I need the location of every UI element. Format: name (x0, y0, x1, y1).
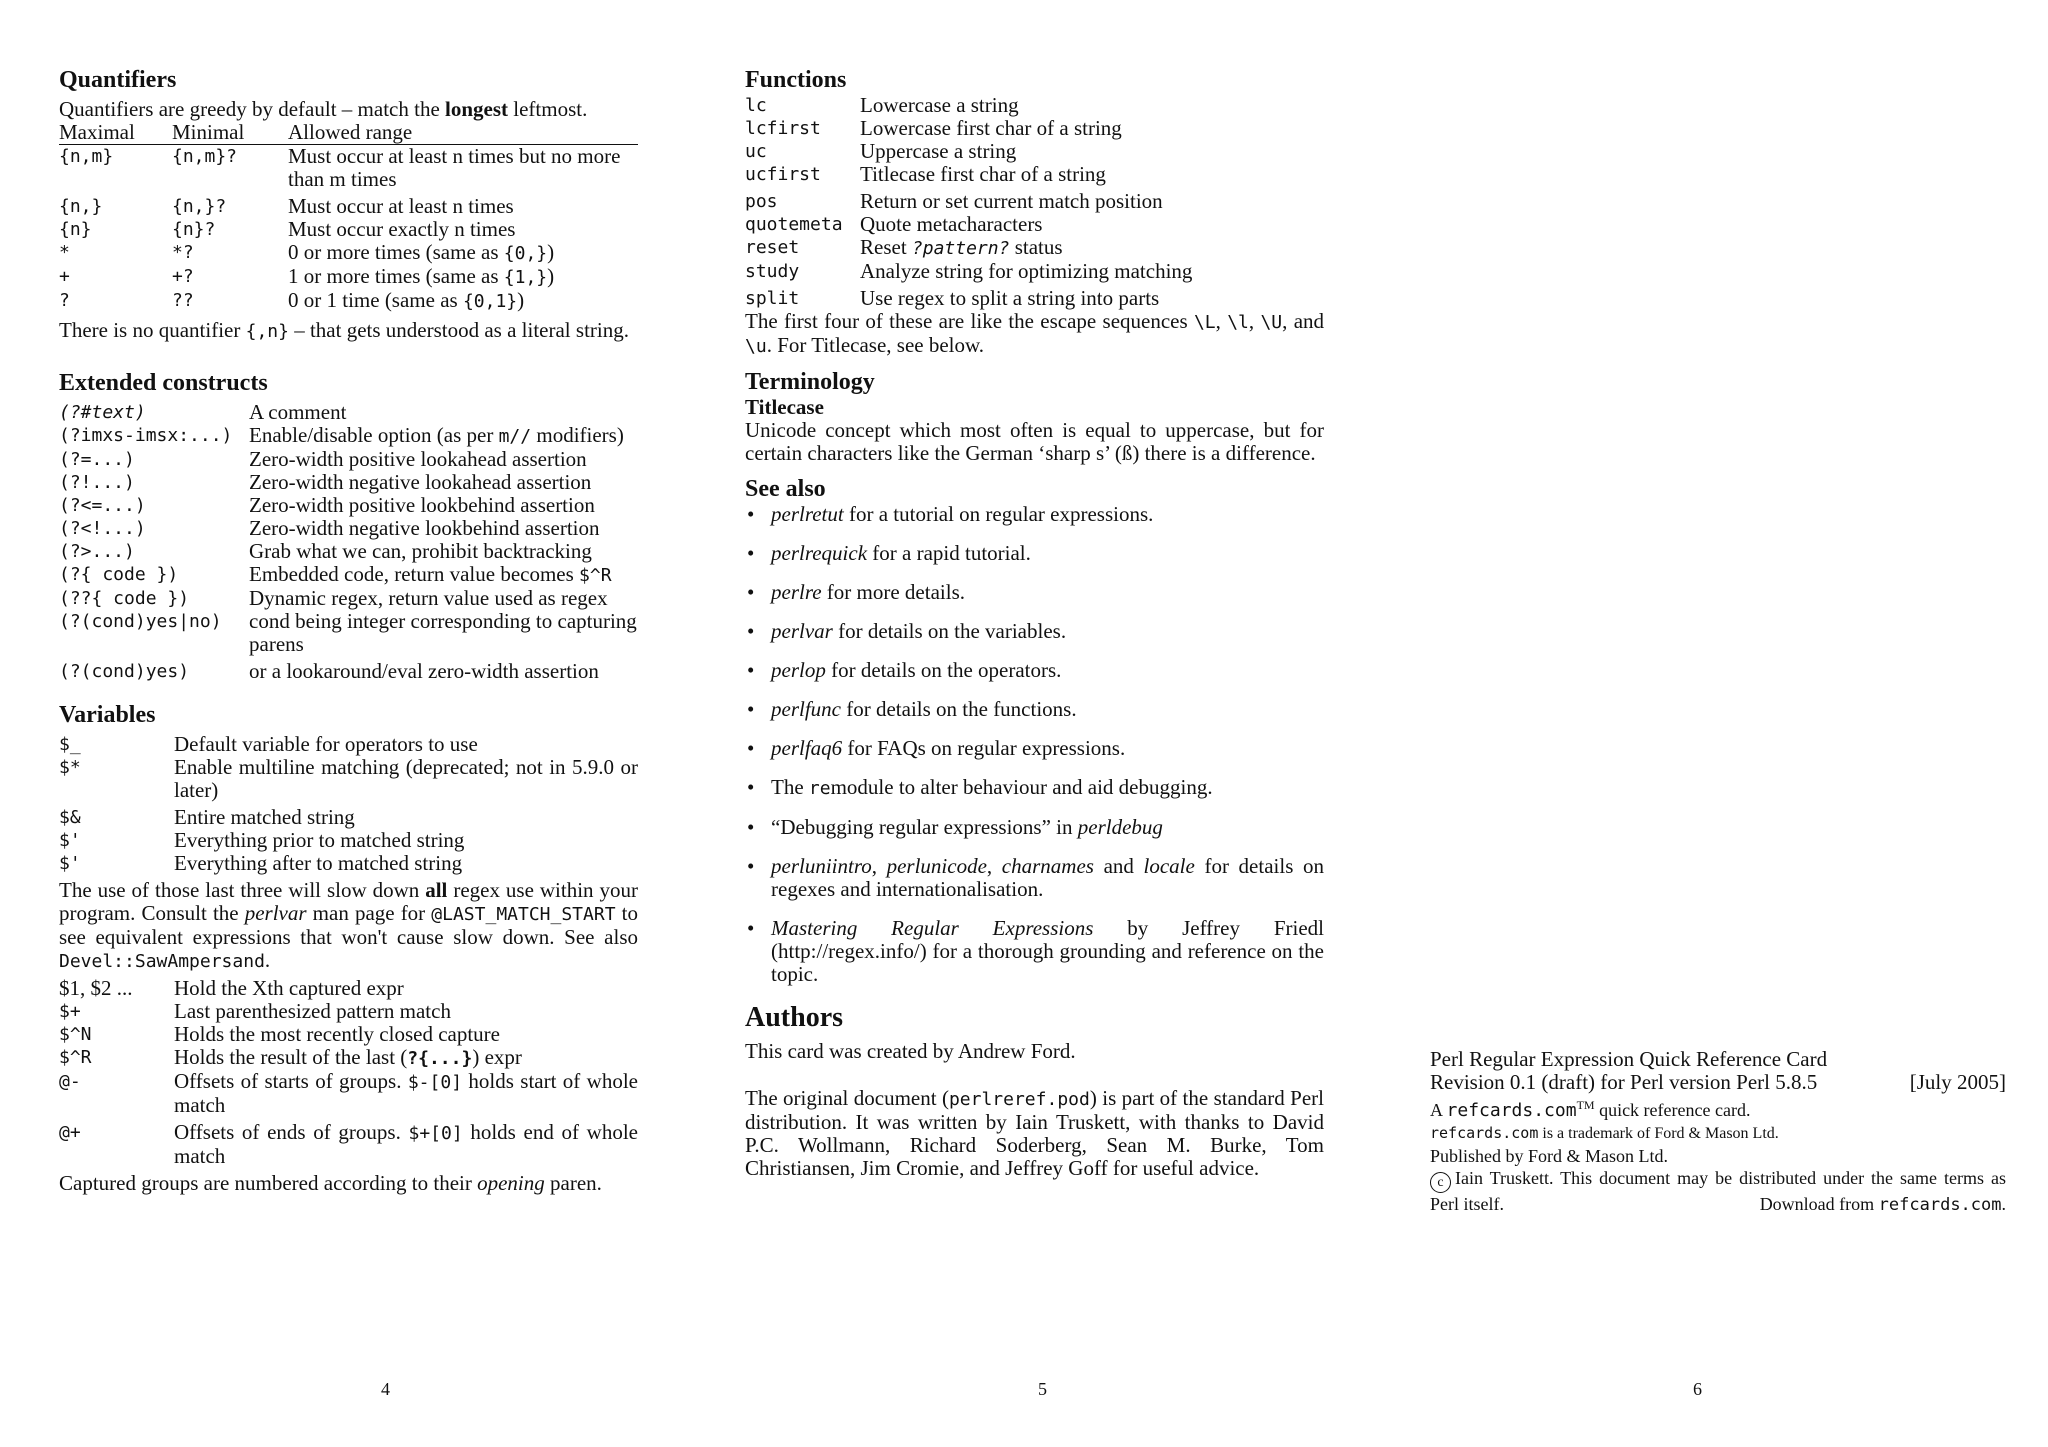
extended-constructs-table (59, 401, 638, 683)
column-page-4 (59, 66, 638, 1195)
column-page-5 (745, 66, 1324, 1180)
table-row: (?{ code }) Embedded code, return value becomes $^R (59, 562, 612, 586)
copyright-icon: c (1430, 1172, 1451, 1193)
section-title: Variables (59, 702, 156, 728)
page-number: 4 (381, 1379, 390, 1399)
table-row: {n,} {n,}? Must occur at least n times (59, 194, 514, 218)
table-row: $1, $2 ... Hold the Xth captured expr (59, 976, 404, 1000)
authors-section (745, 1002, 1324, 1180)
table-row: quotemeta Quote metacharacters (745, 212, 1043, 236)
table-row: + +? 1 or more times (same as {1,}) (59, 264, 555, 288)
table-row: (?#text) A comment (59, 400, 347, 424)
trademark-line: refcards.com is a trademark of Ford & Mason Ltd. (1430, 1124, 1779, 1142)
section-title: Quantifiers (59, 67, 177, 93)
table-row: (?(cond)yes|no) cond being integer corresponding to capturing parens (59, 609, 637, 656)
header-maximal: Maximal (59, 121, 172, 145)
table-row: study Analyze string for optimizing matching (745, 259, 1193, 283)
titlecase-definition: Unicode concept which most often is equal to uppercase, but for certain characters like the German ‘sharp s’ (ß) there is a difference. (745, 418, 1324, 465)
table-row: $+ Last parenthesized pattern match (59, 999, 451, 1023)
list-item: • perluniintro, perlunicode, charnames and locale for details on regexes and internationalisation. (745, 855, 1324, 901)
table-row: $* Enable multiline matching (deprecated; not in 5.9.0 or later) (59, 755, 638, 802)
section-title: See also (745, 476, 826, 502)
card-title: Perl Regular Expression Quick Reference Card (1430, 1047, 1828, 1071)
variables-closing: Captured groups are numbered according to their opening paren. (59, 1171, 602, 1195)
list-item: • perlre for more details. (745, 581, 1324, 604)
table-row: (?>...) Grab what we can, prohibit backtracking (59, 539, 592, 563)
table-row: (?(cond)yes) or a lookaround/eval zero-width assertion (59, 659, 599, 683)
table-row: (?=...) Zero-width positive lookahead assertion (59, 447, 587, 471)
table-header-row (59, 121, 638, 145)
authors-paragraph: The original document (perlreref.pod) is part of the standard Perl distribution. It was written by Iain Truskett, with thanks to David P.C. Wollmann, Richard Soderberg, Sean M. Burke, Tom Christiansen, Jim Cromie, and Jeffrey Goff for useful advice. (745, 1086, 1324, 1180)
functions-section (745, 66, 1324, 358)
table-row: @+ Offsets of ends of groups. $+[0] holds end of whole match (59, 1120, 638, 1168)
list-item: • perlfaq6 for FAQs on regular expressions. (745, 737, 1324, 760)
subsection-title: Titlecase (745, 395, 824, 419)
quantifiers-note: There is no quantifier {,n} – that gets understood as a literal string. (59, 318, 629, 342)
table-row: $' Everything after to matched string (59, 851, 463, 875)
table-row: (?<!...) Zero-width negative lookbehind assertion (59, 516, 600, 540)
list-item: • perlrequick for a rapid tutorial. (745, 542, 1324, 565)
published-line: Published by Ford & Mason Ltd. (1430, 1146, 1669, 1166)
section-title: Authors (745, 1002, 844, 1033)
header-allowed-range: Allowed range (288, 121, 638, 145)
extended-constructs-section (59, 369, 638, 683)
table-row: $_ Default variable for operators to use (59, 732, 478, 756)
colophon (1430, 1048, 2006, 1216)
refcards-line: A refcards.com™ quick reference card. (1430, 1098, 1751, 1121)
page-number: 5 (1038, 1379, 1047, 1399)
variables-section (59, 701, 638, 1195)
page-number: 6 (1693, 1379, 1702, 1399)
variables-table-2 (59, 977, 638, 1168)
see-also-list (745, 503, 1324, 986)
table-row: (?!...) Zero-width negative lookahead assertion (59, 470, 592, 494)
revision-line: Revision 0.1 (draft) for Perl version Perl 5.8.5 [July 2005] (1430, 1070, 2006, 1094)
table-row: {n,m} {n,m}? Must occur at least n times but no more than m times (59, 144, 621, 191)
functions-table-3 (745, 287, 1324, 310)
variables-table-1 (59, 733, 638, 875)
table-row: ucfirst Titlecase first char of a string (745, 162, 1106, 186)
table-row: $^N Holds the most recently closed capture (59, 1022, 500, 1046)
table-row: $^R Holds the result of the last (?{...}) expr (59, 1045, 522, 1069)
table-row: lcfirst Lowercase first char of a string (745, 116, 1122, 140)
authors-line: This card was created by Andrew Ford. (745, 1039, 1076, 1063)
table-row: split Use regex to split a string into parts (745, 286, 1160, 310)
list-item: • perlvar for details on the variables. (745, 620, 1324, 643)
table-row: uc Uppercase a string (745, 139, 1017, 163)
list-item: • perlop for details on the operators. (745, 659, 1324, 682)
see-also-section (745, 475, 1324, 986)
variables-paragraph: The use of those last three will slow down all regex use within your program. Consult the perlvar man page for @LAST_MATCH_START to see equivalent expressions that won't cause slow down. See also Devel::SawAmpersand. (59, 878, 638, 972)
quantifiers-table (59, 121, 638, 313)
quantifiers-section (59, 66, 638, 343)
section-title: Functions (745, 67, 847, 93)
copyright-line: c Iain Truskett. This document may be distributed under the same terms as Perl itself. (1430, 1168, 2006, 1214)
download-line: Download from refcards.com. (1759, 1194, 2006, 1215)
table-row: reset Reset ?pattern? status (745, 235, 1063, 259)
table-row: {n} {n}? Must occur exactly n times (59, 217, 516, 241)
table-row: * *? 0 or more times (same as {0,}) (59, 240, 555, 264)
table-row: ? ?? 0 or 1 time (same as {0,1}) (59, 288, 525, 312)
table-row: (??{ code }) Dynamic regex, return value used as regex (59, 586, 608, 610)
terminology-section (745, 368, 1324, 465)
table-row: lc Lowercase a string (745, 93, 1019, 117)
section-title: Terminology (745, 369, 875, 395)
table-row: $' Everything prior to matched string (59, 828, 465, 852)
table-row: @- Offsets of starts of groups. $-[0] holds start of whole match (59, 1069, 638, 1117)
table-row: (?<=...) Zero-width positive lookbehind assertion (59, 493, 595, 517)
list-item: • Mastering Regular Expressions by Jeffrey Friedl (http://regex.info/) for a thorough grounding and reference on the topic. (745, 917, 1324, 986)
quantifiers-intro: Quantifiers are greedy by default – match the longest leftmost. (59, 97, 588, 121)
table-row: $& Entire matched string (59, 805, 355, 829)
table-row: pos Return or set current match position (745, 189, 1163, 213)
list-item: • The remodule to alter behaviour and aid debugging. (745, 776, 1324, 800)
functions-table-1 (745, 94, 1324, 186)
header-minimal: Minimal (172, 121, 288, 145)
functions-note: The first four of these are like the escape sequences \L, \l, \U, and \u. For Titlecase, see below. (745, 309, 1325, 357)
section-title: Extended constructs (59, 370, 268, 396)
functions-table-2 (745, 190, 1324, 283)
list-item: • “Debugging regular expressions” in perldebug (745, 816, 1324, 839)
table-row: (?imxs-imsx:...) Enable/disable option (as per m// modifiers) (59, 423, 624, 447)
list-item: • perlfunc for details on the functions. (745, 698, 1324, 721)
list-item: • perlretut for a tutorial on regular expressions. (745, 503, 1324, 526)
